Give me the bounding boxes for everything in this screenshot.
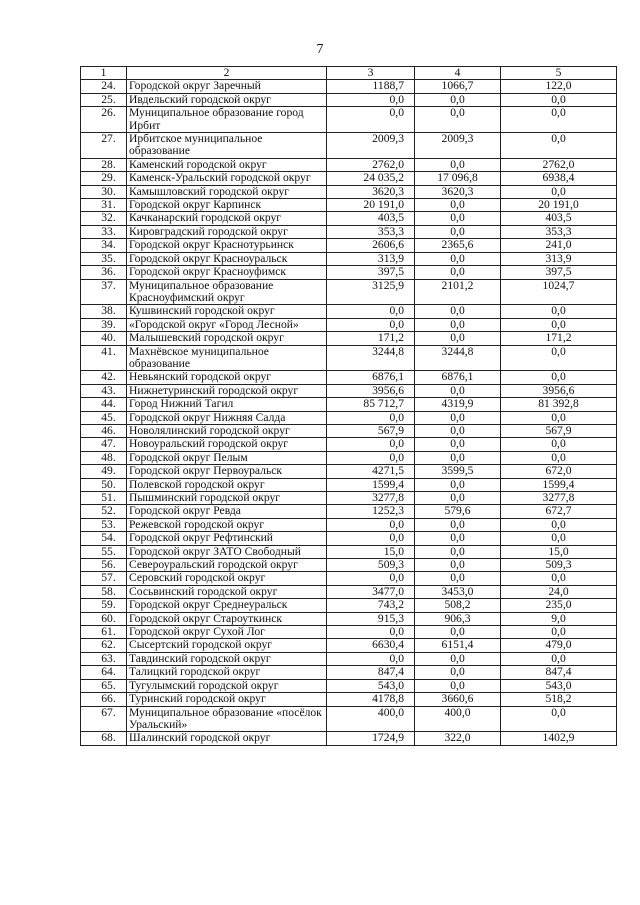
amount-col-5: 0,0: [501, 411, 617, 424]
table-row: [81, 679, 617, 692]
row-number: 61.: [81, 626, 127, 639]
row-number: 45.: [81, 411, 127, 424]
table-row: [81, 666, 617, 679]
municipality-name: Городской округ Красноуральск: [127, 252, 327, 265]
total-amount: 2606,6: [327, 239, 415, 252]
amount-col-4: 0,0: [415, 158, 501, 171]
table-row: [81, 318, 617, 331]
amount-col-4: 0,0: [415, 666, 501, 679]
amount-col-5: 0,0: [501, 626, 617, 639]
row-number: 41.: [81, 345, 127, 371]
header-row: [81, 67, 617, 80]
row-number: 36.: [81, 266, 127, 279]
table-row: [81, 478, 617, 491]
table-row: [81, 572, 617, 585]
header-cell-5: 5: [501, 67, 617, 80]
total-amount: 85 712,7: [327, 398, 415, 411]
amount-col-5: 509,3: [501, 559, 617, 572]
total-amount: 0,0: [327, 305, 415, 318]
total-amount: 400,0: [327, 706, 415, 732]
amount-col-5: 0,0: [501, 93, 617, 106]
table-row: [81, 279, 617, 305]
row-number: 60.: [81, 612, 127, 625]
row-number: 57.: [81, 572, 127, 585]
row-number: 33.: [81, 225, 127, 238]
municipality-name: Городской округ Пелым: [127, 451, 327, 464]
total-amount: 0,0: [327, 318, 415, 331]
amount-col-5: 0,0: [501, 572, 617, 585]
amount-col-5: 24,0: [501, 585, 617, 598]
total-amount: 915,3: [327, 612, 415, 625]
amount-col-4: 0,0: [415, 424, 501, 437]
total-amount: 0,0: [327, 107, 415, 133]
amount-col-5: 0,0: [501, 305, 617, 318]
amount-col-5: 20 191,0: [501, 199, 617, 212]
amount-col-5: 847,4: [501, 666, 617, 679]
row-number: 52.: [81, 505, 127, 518]
amount-col-4: 0,0: [415, 384, 501, 397]
amount-col-4: 6151,4: [415, 639, 501, 652]
amount-col-5: 0,0: [501, 371, 617, 384]
amount-col-4: 0,0: [415, 107, 501, 133]
table-row: [81, 212, 617, 225]
total-amount: 24 035,2: [327, 172, 415, 185]
municipality-name: Сысертский городской округ: [127, 639, 327, 652]
row-number: 40.: [81, 332, 127, 345]
amount-col-4: 0,0: [415, 572, 501, 585]
row-number: 63.: [81, 652, 127, 665]
total-amount: 20 191,0: [327, 199, 415, 212]
row-number: 64.: [81, 666, 127, 679]
municipality-name: Серовский городской округ: [127, 572, 327, 585]
row-number: 43.: [81, 384, 127, 397]
amount-col-5: 2762,0: [501, 158, 617, 171]
amount-col-5: 81 392,8: [501, 398, 617, 411]
amount-col-4: 0,0: [415, 332, 501, 345]
amount-col-4: 0,0: [415, 478, 501, 491]
municipality-name: Каменский городской округ: [127, 158, 327, 171]
table-row: [81, 345, 617, 371]
municipality-name: Режевской городской округ: [127, 518, 327, 531]
budget-table: [80, 66, 617, 746]
amount-col-4: 508,2: [415, 599, 501, 612]
municipality-name: Городской округ Первоуральск: [127, 465, 327, 478]
municipality-name: Городской округ Среднеуральск: [127, 599, 327, 612]
amount-col-5: 3277,8: [501, 492, 617, 505]
amount-col-4: 0,0: [415, 518, 501, 531]
amount-col-5: 313,9: [501, 252, 617, 265]
amount-col-4: 0,0: [415, 252, 501, 265]
row-number: 51.: [81, 492, 127, 505]
municipality-name: Муниципальное образование «посёлок Уральский»: [127, 706, 327, 732]
amount-col-5: 0,0: [501, 185, 617, 198]
amount-col-5: 0,0: [501, 133, 617, 159]
row-number: 66.: [81, 693, 127, 706]
amount-col-5: 235,0: [501, 599, 617, 612]
row-number: 48.: [81, 451, 127, 464]
table-row: [81, 239, 617, 252]
table-row: [81, 185, 617, 198]
header-cell-2: 2: [127, 67, 327, 80]
total-amount: 3244,8: [327, 345, 415, 371]
amount-col-4: 0,0: [415, 559, 501, 572]
municipality-name: Невьянский городской округ: [127, 371, 327, 384]
total-amount: 0,0: [327, 652, 415, 665]
amount-col-4: 2365,6: [415, 239, 501, 252]
amount-col-5: 543,0: [501, 679, 617, 692]
municipality-name: Город Нижний Тагил: [127, 398, 327, 411]
amount-col-4: 0,0: [415, 652, 501, 665]
total-amount: 353,3: [327, 225, 415, 238]
row-number: 54.: [81, 532, 127, 545]
municipality-name: Североуральский городской округ: [127, 559, 327, 572]
amount-col-5: 171,2: [501, 332, 617, 345]
amount-col-5: 672,7: [501, 505, 617, 518]
municipality-name: Новолялинский городской округ: [127, 424, 327, 437]
row-number: 39.: [81, 318, 127, 331]
total-amount: 509,3: [327, 559, 415, 572]
table-row: [81, 80, 617, 93]
table-row: [81, 492, 617, 505]
total-amount: 397,5: [327, 266, 415, 279]
table-row: [81, 559, 617, 572]
table-row: [81, 398, 617, 411]
amount-col-4: 0,0: [415, 318, 501, 331]
amount-col-4: 0,0: [415, 626, 501, 639]
municipality-name: Малышевский городской округ: [127, 332, 327, 345]
municipality-name: Городской округ Краснотурьинск: [127, 239, 327, 252]
header-cell-3: 3: [327, 67, 415, 80]
table-row: [81, 585, 617, 598]
amount-col-4: 0,0: [415, 305, 501, 318]
municipality-name: Сосьвинский городской округ: [127, 585, 327, 598]
total-amount: 543,0: [327, 679, 415, 692]
page-number: 7: [316, 42, 324, 57]
amount-col-5: 403,5: [501, 212, 617, 225]
table-row: [81, 424, 617, 437]
amount-col-5: 9,0: [501, 612, 617, 625]
amount-col-4: 3660,6: [415, 693, 501, 706]
total-amount: 0,0: [327, 438, 415, 451]
row-number: 31.: [81, 199, 127, 212]
amount-col-4: 6876,1: [415, 371, 501, 384]
row-number: 26.: [81, 107, 127, 133]
row-number: 29.: [81, 172, 127, 185]
municipality-name: Махнёвское муниципальное образование: [127, 345, 327, 371]
total-amount: 171,2: [327, 332, 415, 345]
total-amount: 3125,9: [327, 279, 415, 305]
municipality-name: Тавдинский городской округ: [127, 652, 327, 665]
total-amount: 0,0: [327, 93, 415, 106]
total-amount: 3277,8: [327, 492, 415, 505]
municipality-name: Камышловский городской округ: [127, 185, 327, 198]
table-row: [81, 384, 617, 397]
row-number: 38.: [81, 305, 127, 318]
table-row: [81, 225, 617, 238]
amount-col-5: 0,0: [501, 706, 617, 732]
table-row: [81, 332, 617, 345]
amount-col-4: 3620,3: [415, 185, 501, 198]
total-amount: 4178,8: [327, 693, 415, 706]
municipality-name: Нижнетуринский городской округ: [127, 384, 327, 397]
municipality-name: «Городской округ «Город Лесной»: [127, 318, 327, 331]
row-number: 34.: [81, 239, 127, 252]
row-number: 46.: [81, 424, 127, 437]
municipality-name: Кировградский городской округ: [127, 225, 327, 238]
amount-col-5: 122,0: [501, 80, 617, 93]
table-row: [81, 599, 617, 612]
row-number: 47.: [81, 438, 127, 451]
row-number: 50.: [81, 478, 127, 491]
table-row: [81, 652, 617, 665]
amount-col-5: 479,0: [501, 639, 617, 652]
table-row: [81, 107, 617, 133]
amount-col-4: 3599,5: [415, 465, 501, 478]
municipality-name: Городской округ Заречный: [127, 80, 327, 93]
row-number: 25.: [81, 93, 127, 106]
table-row: [81, 626, 617, 639]
amount-col-5: 518,2: [501, 693, 617, 706]
table-row: [81, 199, 617, 212]
total-amount: 2762,0: [327, 158, 415, 171]
municipality-name: Тугулымский городской округ: [127, 679, 327, 692]
municipality-name: Пышминский городской округ: [127, 492, 327, 505]
amount-col-4: 0,0: [415, 679, 501, 692]
total-amount: 403,5: [327, 212, 415, 225]
table-row: [81, 451, 617, 464]
amount-col-5: 0,0: [501, 652, 617, 665]
municipality-name: Каменск-Уральский городской округ: [127, 172, 327, 185]
amount-col-4: 400,0: [415, 706, 501, 732]
municipality-name: Шалинский городской округ: [127, 732, 327, 745]
table-row: [81, 158, 617, 171]
amount-col-4: 0,0: [415, 492, 501, 505]
amount-col-5: 3956,6: [501, 384, 617, 397]
municipality-name: Городской округ Сухой Лог: [127, 626, 327, 639]
amount-col-4: 0,0: [415, 212, 501, 225]
total-amount: 0,0: [327, 532, 415, 545]
amount-col-5: 0,0: [501, 451, 617, 464]
amount-col-4: 0,0: [415, 545, 501, 558]
amount-col-4: 0,0: [415, 451, 501, 464]
table-row: [81, 532, 617, 545]
amount-col-5: 6938,4: [501, 172, 617, 185]
municipality-name: Новоуральский городской округ: [127, 438, 327, 451]
table-row: [81, 518, 617, 531]
municipality-name: Муниципальное образование город Ирбит: [127, 107, 327, 133]
total-amount: 0,0: [327, 411, 415, 424]
amount-col-5: 397,5: [501, 266, 617, 279]
amount-col-4: 0,0: [415, 199, 501, 212]
table-row: [81, 612, 617, 625]
amount-col-4: 0,0: [415, 532, 501, 545]
header-cell-4: 4: [415, 67, 501, 80]
amount-col-4: 0,0: [415, 266, 501, 279]
municipality-name: Ирбитское муниципальное образование: [127, 133, 327, 159]
total-amount: 743,2: [327, 599, 415, 612]
municipality-name: Городской округ Нижняя Салда: [127, 411, 327, 424]
table-row: [81, 438, 617, 451]
municipality-name: Городской округ Красноуфимск: [127, 266, 327, 279]
row-number: 42.: [81, 371, 127, 384]
amount-col-5: 241,0: [501, 239, 617, 252]
table-row: [81, 639, 617, 652]
total-amount: 0,0: [327, 451, 415, 464]
amount-col-5: 0,0: [501, 345, 617, 371]
row-number: 68.: [81, 732, 127, 745]
table-row: [81, 93, 617, 106]
total-amount: 3956,6: [327, 384, 415, 397]
municipality-name: Муниципальное образование Красноуфимский округ: [127, 279, 327, 305]
row-number: 44.: [81, 398, 127, 411]
table-row: [81, 693, 617, 706]
total-amount: 0,0: [327, 626, 415, 639]
row-number: 59.: [81, 599, 127, 612]
amount-col-4: 0,0: [415, 411, 501, 424]
municipality-name: Городской округ Рефтинский: [127, 532, 327, 545]
total-amount: 6876,1: [327, 371, 415, 384]
amount-col-4: 579,6: [415, 505, 501, 518]
amount-col-5: 672,0: [501, 465, 617, 478]
municipality-name: Городской округ Ревда: [127, 505, 327, 518]
amount-col-5: 0,0: [501, 518, 617, 531]
total-amount: 0,0: [327, 518, 415, 531]
row-number: 35.: [81, 252, 127, 265]
total-amount: 1188,7: [327, 80, 415, 93]
amount-col-4: 1066,7: [415, 80, 501, 93]
total-amount: 3620,3: [327, 185, 415, 198]
municipality-name: Туринский городской округ: [127, 693, 327, 706]
row-number: 58.: [81, 585, 127, 598]
amount-col-5: 0,0: [501, 532, 617, 545]
row-number: 67.: [81, 706, 127, 732]
row-number: 27.: [81, 133, 127, 159]
total-amount: 567,9: [327, 424, 415, 437]
amount-col-5: 1402,9: [501, 732, 617, 745]
amount-col-4: 3453,0: [415, 585, 501, 598]
total-amount: 313,9: [327, 252, 415, 265]
total-amount: 847,4: [327, 666, 415, 679]
row-number: 30.: [81, 185, 127, 198]
total-amount: 1252,3: [327, 505, 415, 518]
amount-col-5: 0,0: [501, 438, 617, 451]
row-number: 32.: [81, 212, 127, 225]
total-amount: 0,0: [327, 572, 415, 585]
amount-col-4: 17 096,8: [415, 172, 501, 185]
total-amount: 6630,4: [327, 639, 415, 652]
row-number: 55.: [81, 545, 127, 558]
row-number: 65.: [81, 679, 127, 692]
total-amount: 2009,3: [327, 133, 415, 159]
amount-col-5: 1599,4: [501, 478, 617, 491]
table-row: [81, 172, 617, 185]
table-row: [81, 252, 617, 265]
total-amount: 15,0: [327, 545, 415, 558]
row-number: 24.: [81, 80, 127, 93]
row-number: 53.: [81, 518, 127, 531]
row-number: 28.: [81, 158, 127, 171]
municipality-name: Талицкий городской округ: [127, 666, 327, 679]
amount-col-5: 567,9: [501, 424, 617, 437]
amount-col-4: 2009,3: [415, 133, 501, 159]
amount-col-5: 353,3: [501, 225, 617, 238]
table-row: [81, 266, 617, 279]
table-row: [81, 706, 617, 732]
amount-col-5: 0,0: [501, 107, 617, 133]
row-number: 49.: [81, 465, 127, 478]
row-number: 37.: [81, 279, 127, 305]
row-number: 56.: [81, 559, 127, 572]
table-row: [81, 371, 617, 384]
amount-col-4: 322,0: [415, 732, 501, 745]
table-row: [81, 133, 617, 159]
total-amount: 1724,9: [327, 732, 415, 745]
table-row: [81, 465, 617, 478]
amount-col-4: 0,0: [415, 225, 501, 238]
municipality-name: Кушвинский городской округ: [127, 305, 327, 318]
municipality-name: Ивдельский городской округ: [127, 93, 327, 106]
amount-col-4: 906,3: [415, 612, 501, 625]
table-row: [81, 505, 617, 518]
table-row: [81, 411, 617, 424]
amount-col-4: 0,0: [415, 438, 501, 451]
total-amount: 4271,5: [327, 465, 415, 478]
amount-col-4: 2101,2: [415, 279, 501, 305]
table-row: [81, 732, 617, 745]
amount-col-5: 0,0: [501, 318, 617, 331]
municipality-name: Городской округ ЗАТО Свободный: [127, 545, 327, 558]
municipality-name: Качканарский городской округ: [127, 212, 327, 225]
amount-col-5: 1024,7: [501, 279, 617, 305]
amount-col-4: 4319,9: [415, 398, 501, 411]
total-amount: 3477,0: [327, 585, 415, 598]
municipality-name: Городской округ Карпинск: [127, 199, 327, 212]
municipality-name: Полевской городской округ: [127, 478, 327, 491]
total-amount: 1599,4: [327, 478, 415, 491]
header-cell-1: 1: [81, 67, 127, 80]
municipality-name: Городской округ Староуткинск: [127, 612, 327, 625]
amount-col-5: 15,0: [501, 545, 617, 558]
table-row: [81, 545, 617, 558]
table-row: [81, 305, 617, 318]
amount-col-4: 0,0: [415, 93, 501, 106]
amount-col-4: 3244,8: [415, 345, 501, 371]
row-number: 62.: [81, 639, 127, 652]
